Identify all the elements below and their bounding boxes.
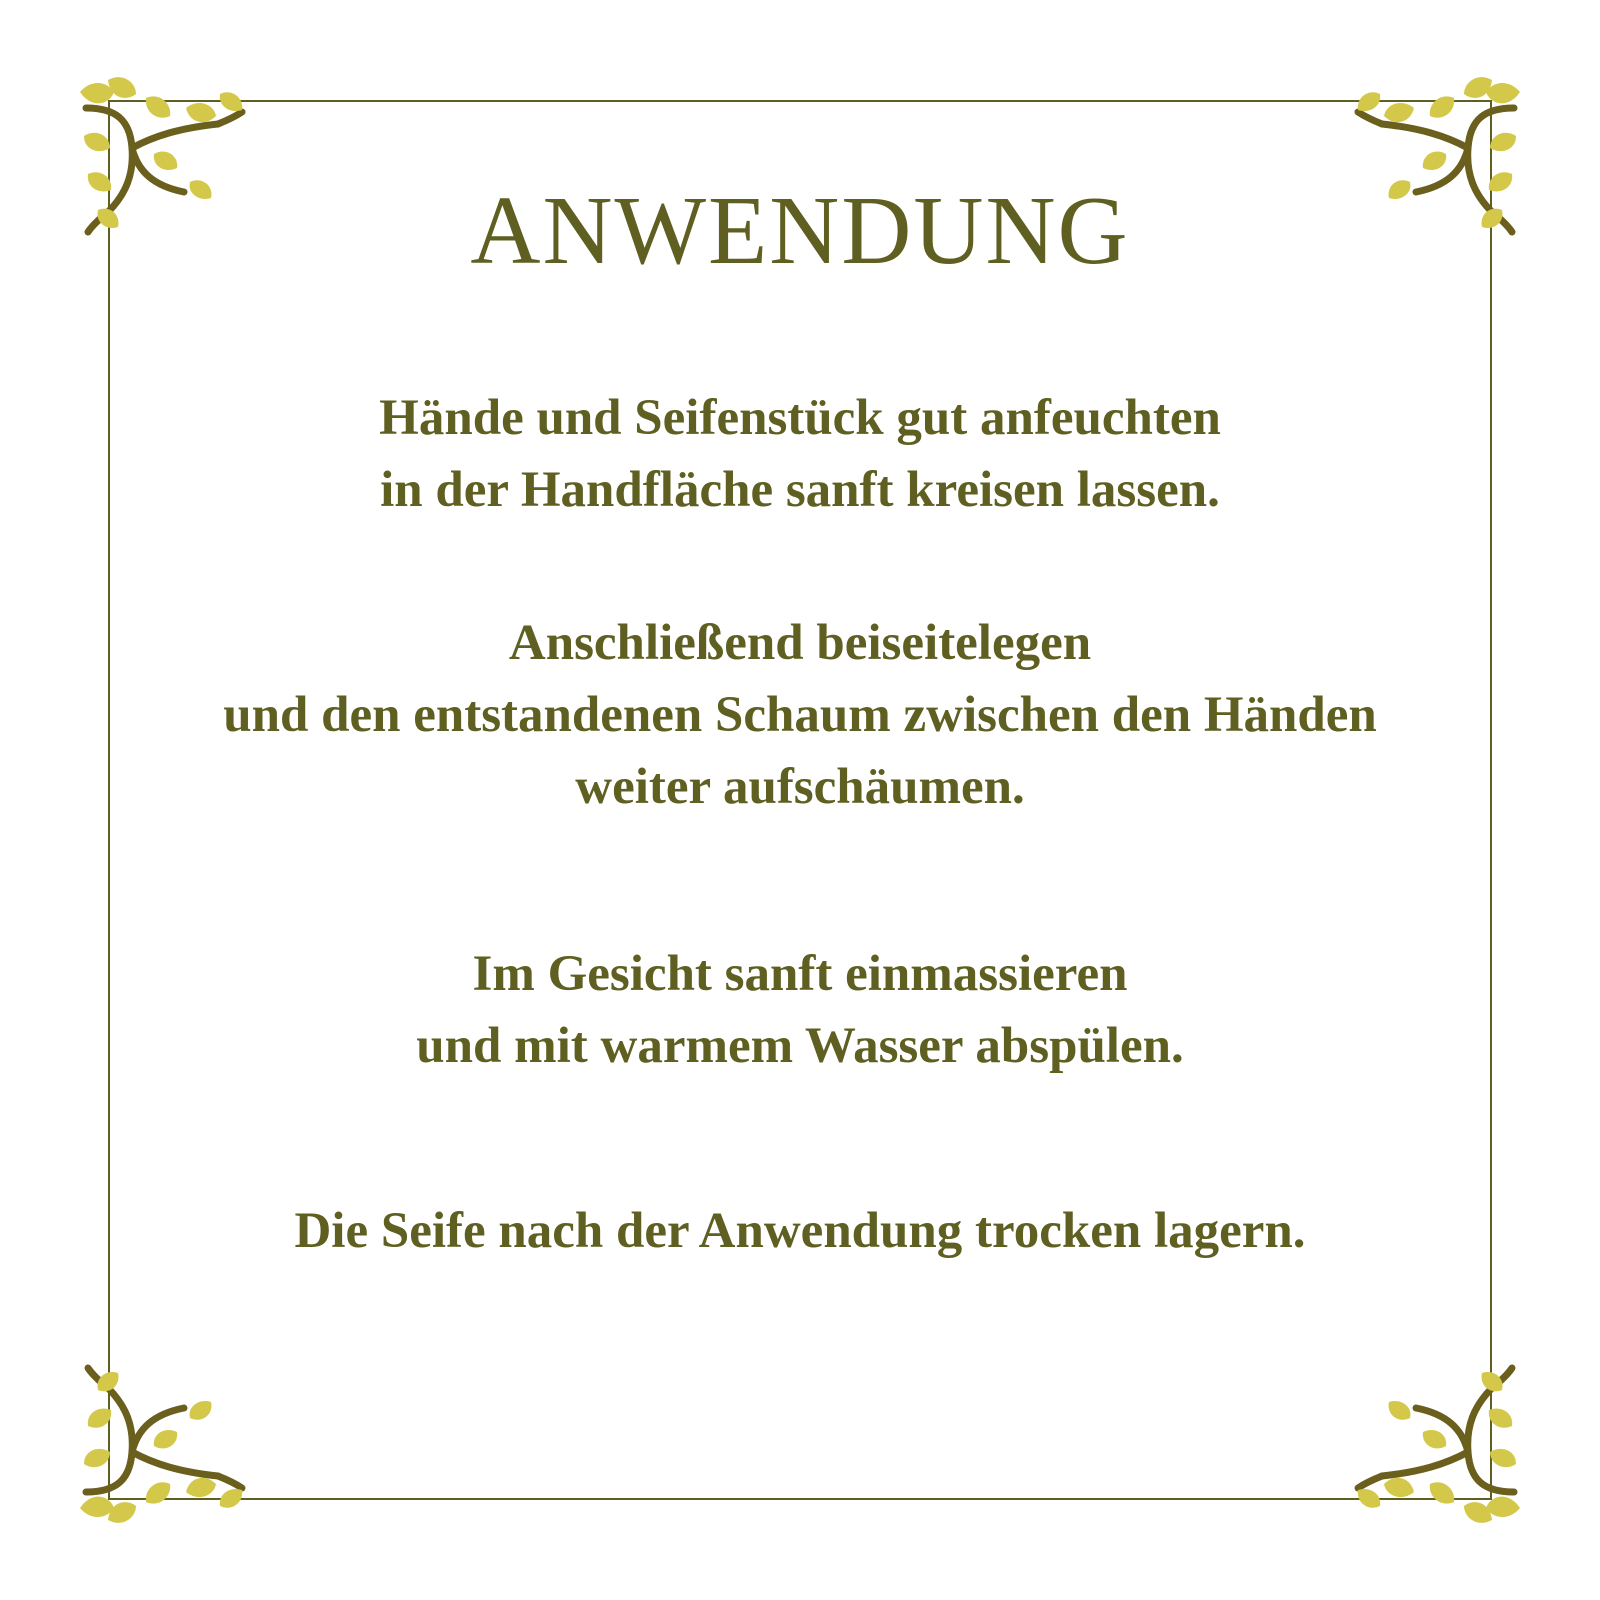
instruction-line: Die Seife nach der Anwendung trocken lagern. [294, 1202, 1306, 1259]
instruction-block-4 [130, 1195, 1470, 1267]
instruction-line: Im Gesicht sanft einmassieren [472, 945, 1128, 1002]
card-content [130, 177, 1470, 1267]
corner-ornament-bottom-left [68, 1353, 258, 1538]
instruction-block-1 [130, 382, 1470, 527]
instruction-line: und mit warmem Wasser abspülen. [416, 1018, 1184, 1075]
instruction-line: weiter aufschäumen. [575, 759, 1025, 816]
block-spacer [130, 898, 1470, 938]
block-spacer [130, 1157, 1470, 1195]
instruction-line: Hände und Seifenstück gut anfeuchten [379, 389, 1221, 446]
instruction-line: und den entstandenen Schaum zwischen den Händen [223, 687, 1377, 744]
instruction-line: in der Handfläche sanft kreisen lassen. [380, 462, 1220, 519]
instruction-line: Anschließend beiseitelegen [508, 614, 1092, 671]
instruction-block-3 [130, 938, 1470, 1083]
instruction-block-2 [130, 607, 1470, 824]
page-title: ANWENDUNG [470, 177, 1130, 284]
corner-ornament-bottom-right [1342, 1353, 1532, 1538]
